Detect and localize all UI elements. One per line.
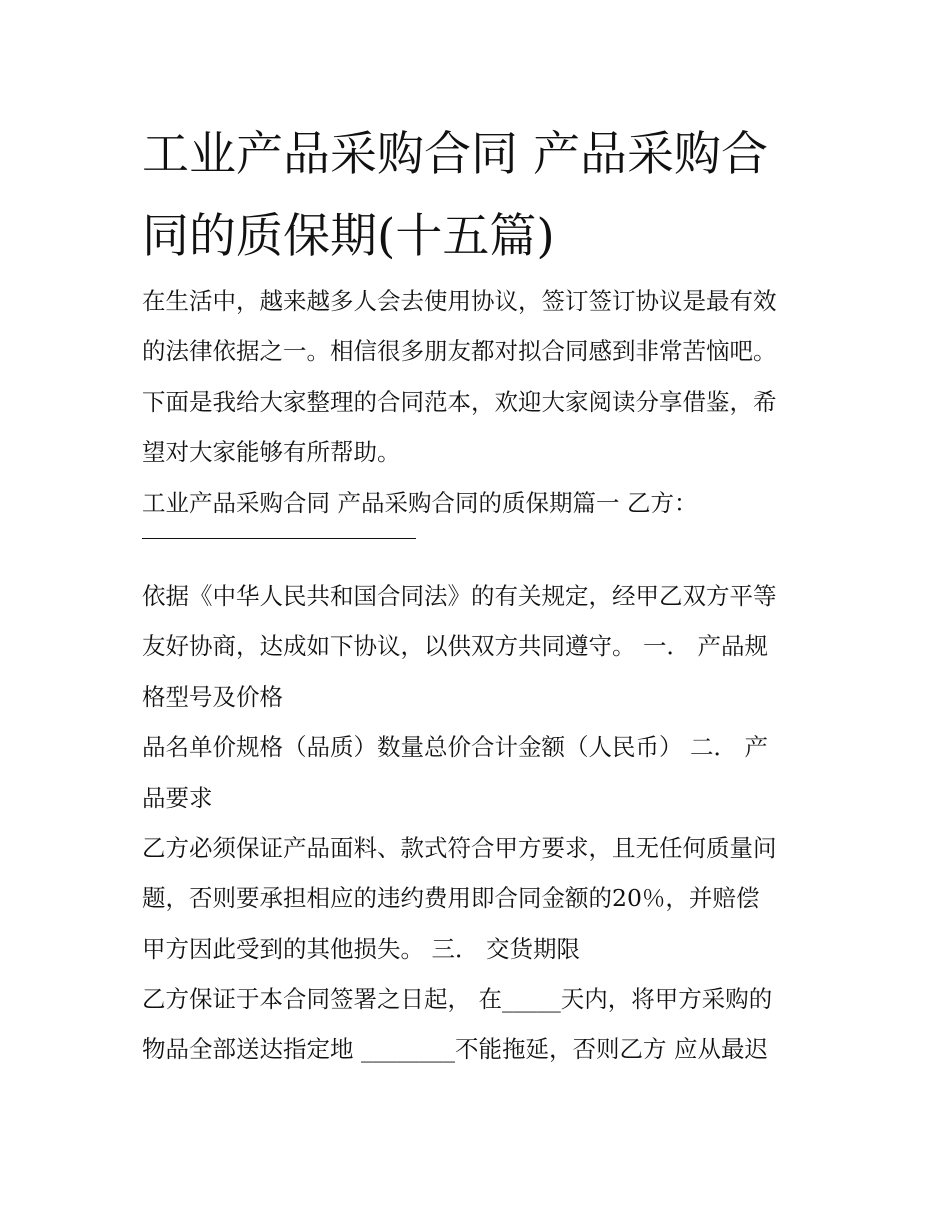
text-line: 工业产品采购合同 产品采购合同的质保期篇一 乙方： xyxy=(142,488,698,517)
paragraph-quality xyxy=(142,823,832,974)
title-line-2: 同的质保期(十五篇) xyxy=(142,209,555,264)
paragraph-party-b xyxy=(142,478,832,539)
text-line: 题，否则要承担相应的违约费用即合同金额的20％，并赔偿 xyxy=(142,884,760,913)
document-body xyxy=(142,276,832,1075)
text-line: 甲方因此受到的其他损失。 三． 交货期限 xyxy=(142,934,580,963)
text-line: 品要求 xyxy=(142,783,213,812)
blank-underline xyxy=(142,538,416,539)
text-line: 格型号及价格 xyxy=(142,682,283,711)
text-line: 乙方必须保证产品面料、款式符合甲方要求，且无任何质量问 xyxy=(142,833,777,862)
text-line: 的法律依据之一。相信很多朋友都对拟合同感到非常苦恼吧。 xyxy=(142,337,777,366)
paragraph-delivery xyxy=(142,974,832,1075)
paragraph-product-table xyxy=(142,722,832,823)
document-title xyxy=(142,114,822,278)
text-line: 在生活中，越来越多人会去使用协议，签订签订协议是最有效 xyxy=(142,287,777,315)
text-line: 下面是我给大家整理的合同范本，欢迎大家阅读分享借鉴，希 xyxy=(142,387,777,416)
text-line: 友好协商，达成如下协议，以供双方共同遵守。 一． 产品规 xyxy=(142,632,768,661)
paragraph-basis xyxy=(142,571,832,722)
text-line: 物品全部送达指定地 ________不能拖延，否则乙方 应从最迟 xyxy=(142,1035,768,1064)
text-line: 望对大家能够有所帮助。 xyxy=(142,438,401,467)
paragraph-intro xyxy=(142,276,832,478)
text-line: 品名单价规格（品质）数量总价合计金额（人民币） 二． 产 xyxy=(142,733,768,762)
text-line: 依据《中华人民共和国合同法》的有关规定，经甲乙双方平等 xyxy=(142,581,777,610)
text-line: 乙方保证于本合同签署之日起， 在_____天内，将甲方采购的 xyxy=(142,985,773,1014)
title-line-1: 工业产品采购合同 产品采购合 xyxy=(142,127,768,182)
